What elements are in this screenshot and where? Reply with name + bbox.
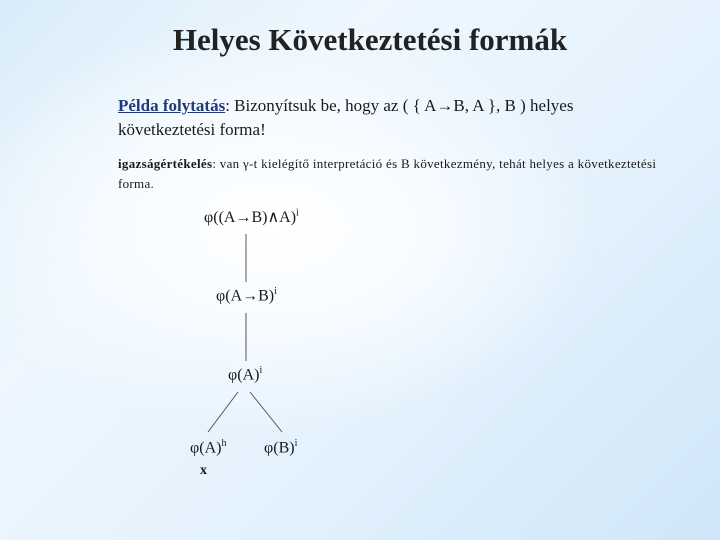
tree-leaf-left-index: h (221, 438, 227, 449)
tree-node-root (204, 207, 299, 227)
evaluation-lead: igazságértékelés (118, 156, 213, 171)
evaluation-paragraph (118, 154, 658, 194)
tree-node-root-index: i (296, 207, 299, 219)
edge-atom-left-leaf (208, 392, 238, 432)
tree-leaf-right-formula: φ(B) (264, 439, 295, 457)
tree-node-atom-a (228, 365, 262, 384)
example-paragraph (118, 94, 618, 142)
example-text: : Bizonyítsuk be, hogy az ( { A→B, A }, B ) helyes következtetési forma! (118, 96, 574, 139)
example-lead: Példa folytatás (118, 96, 226, 115)
tree-leaf-right-index: i (294, 438, 298, 449)
edge-atom-right-leaf (250, 392, 282, 432)
tree-node-implication (216, 286, 277, 305)
tree-leaf-left-formula: φ(A) (190, 439, 222, 457)
tree-node-root-formula: φ((A→B)∧A) (204, 209, 297, 226)
tree-leaf-left (190, 438, 226, 457)
tree-leaf-right (264, 438, 297, 457)
tree-node-atom-a-formula: φ(A) (228, 366, 260, 384)
closed-branch-mark: x (200, 463, 207, 478)
evaluation-text: : van γ-t kielégítő interpretáció és B következmény, tehát helyes a következtetési forma. (118, 156, 657, 191)
tree-node-implication-index: i (274, 286, 277, 297)
tree-node-implication-formula: φ(A→B) (216, 287, 275, 305)
tree-node-atom-a-index: i (259, 365, 263, 376)
slide-title: Helyes Következtetési formák (172, 22, 568, 57)
